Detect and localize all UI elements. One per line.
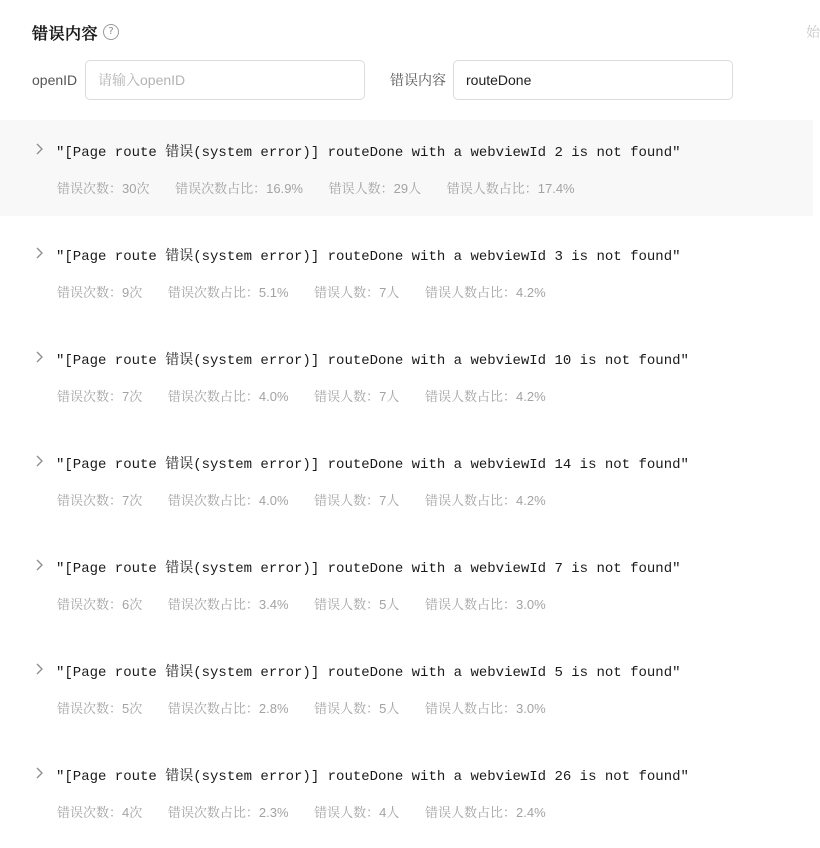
error-count: 错误次数：4次 bbox=[57, 805, 143, 820]
error-message: "[Page route 错误(system error)] routeDone with a webviewId 7 is not found" bbox=[56, 561, 681, 577]
error-content-label: 错误内容 bbox=[390, 72, 446, 88]
error-users: 错误人数：5人 bbox=[314, 701, 400, 716]
error-row[interactable] bbox=[0, 120, 813, 216]
clipped-edge-text: 始 bbox=[806, 24, 820, 40]
error-row[interactable] bbox=[0, 640, 813, 744]
error-row[interactable] bbox=[0, 328, 813, 432]
error-stats bbox=[57, 802, 568, 821]
error-users-ratio: 错误人数占比：4.2% bbox=[425, 285, 546, 300]
openid-label: openID bbox=[32, 72, 78, 88]
section-title: 错误内容 bbox=[32, 25, 99, 43]
error-row[interactable] bbox=[0, 432, 813, 536]
error-stats bbox=[57, 282, 568, 301]
error-count-ratio: 错误次数占比：16.9% bbox=[175, 181, 303, 196]
chevron-right-icon[interactable] bbox=[34, 454, 46, 468]
error-count: 错误次数：6次 bbox=[57, 597, 143, 612]
error-count: 错误次数：9次 bbox=[57, 285, 143, 300]
error-stats bbox=[57, 178, 597, 197]
chevron-right-icon[interactable] bbox=[34, 142, 46, 156]
error-row[interactable] bbox=[0, 224, 813, 328]
error-count-ratio: 错误次数占比：2.3% bbox=[167, 805, 289, 820]
error-count-ratio: 错误次数占比：5.1% bbox=[167, 285, 289, 300]
chevron-right-icon[interactable] bbox=[34, 246, 46, 260]
error-stats bbox=[57, 490, 568, 509]
error-row[interactable] bbox=[0, 744, 813, 848]
error-count-ratio: 错误次数占比：4.0% bbox=[167, 389, 289, 404]
error-users: 错误人数：7人 bbox=[314, 493, 400, 508]
error-users: 错误人数：4人 bbox=[314, 805, 400, 820]
error-users-ratio: 错误人数占比：3.0% bbox=[425, 701, 546, 716]
error-count: 错误次数：5次 bbox=[57, 701, 143, 716]
error-count-ratio: 错误次数占比：3.4% bbox=[167, 597, 289, 612]
chevron-right-icon[interactable] bbox=[34, 558, 46, 572]
error-count: 错误次数：7次 bbox=[57, 389, 143, 404]
chevron-right-icon[interactable] bbox=[34, 766, 46, 780]
error-message: "[Page route 错误(system error)] routeDone with a webviewId 10 is not found" bbox=[56, 353, 689, 369]
error-users: 错误人数：5人 bbox=[314, 597, 400, 612]
error-users: 错误人数：7人 bbox=[314, 389, 400, 404]
openid-input[interactable] bbox=[85, 60, 365, 100]
error-count-ratio: 错误次数占比：4.0% bbox=[167, 493, 289, 508]
error-count: 错误次数：30次 bbox=[57, 181, 150, 196]
error-list bbox=[0, 120, 813, 848]
error-count-ratio: 错误次数占比：2.8% bbox=[167, 701, 289, 716]
error-message: "[Page route 错误(system error)] routeDone with a webviewId 26 is not found" bbox=[56, 769, 689, 785]
error-row[interactable] bbox=[0, 536, 813, 640]
error-content-input[interactable] bbox=[453, 60, 733, 100]
error-stats bbox=[57, 698, 568, 717]
section-header bbox=[32, 18, 119, 46]
error-message: "[Page route 错误(system error)] routeDone with a webviewId 14 is not found" bbox=[56, 457, 689, 473]
error-users-ratio: 错误人数占比：2.4% bbox=[425, 805, 546, 820]
error-stats bbox=[57, 594, 568, 613]
error-message: "[Page route 错误(system error)] routeDone with a webviewId 5 is not found" bbox=[56, 665, 681, 681]
error-stats bbox=[57, 386, 568, 405]
error-users: 错误人数：7人 bbox=[314, 285, 400, 300]
error-users-ratio: 错误人数占比：3.0% bbox=[425, 597, 546, 612]
error-count: 错误次数：7次 bbox=[57, 493, 143, 508]
error-message: "[Page route 错误(system error)] routeDone with a webviewId 2 is not found" bbox=[56, 145, 681, 161]
error-message: "[Page route 错误(system error)] routeDone with a webviewId 3 is not found" bbox=[56, 249, 681, 265]
error-users-ratio: 错误人数占比：4.2% bbox=[425, 493, 546, 508]
chevron-right-icon[interactable] bbox=[34, 662, 46, 676]
chevron-right-icon[interactable] bbox=[34, 350, 46, 364]
error-users: 错误人数：29人 bbox=[328, 181, 422, 196]
filter-bar bbox=[0, 60, 813, 100]
error-users-ratio: 错误人数占比：17.4% bbox=[446, 181, 575, 196]
help-icon[interactable]: ? bbox=[103, 24, 119, 40]
error-users-ratio: 错误人数占比：4.2% bbox=[425, 389, 546, 404]
